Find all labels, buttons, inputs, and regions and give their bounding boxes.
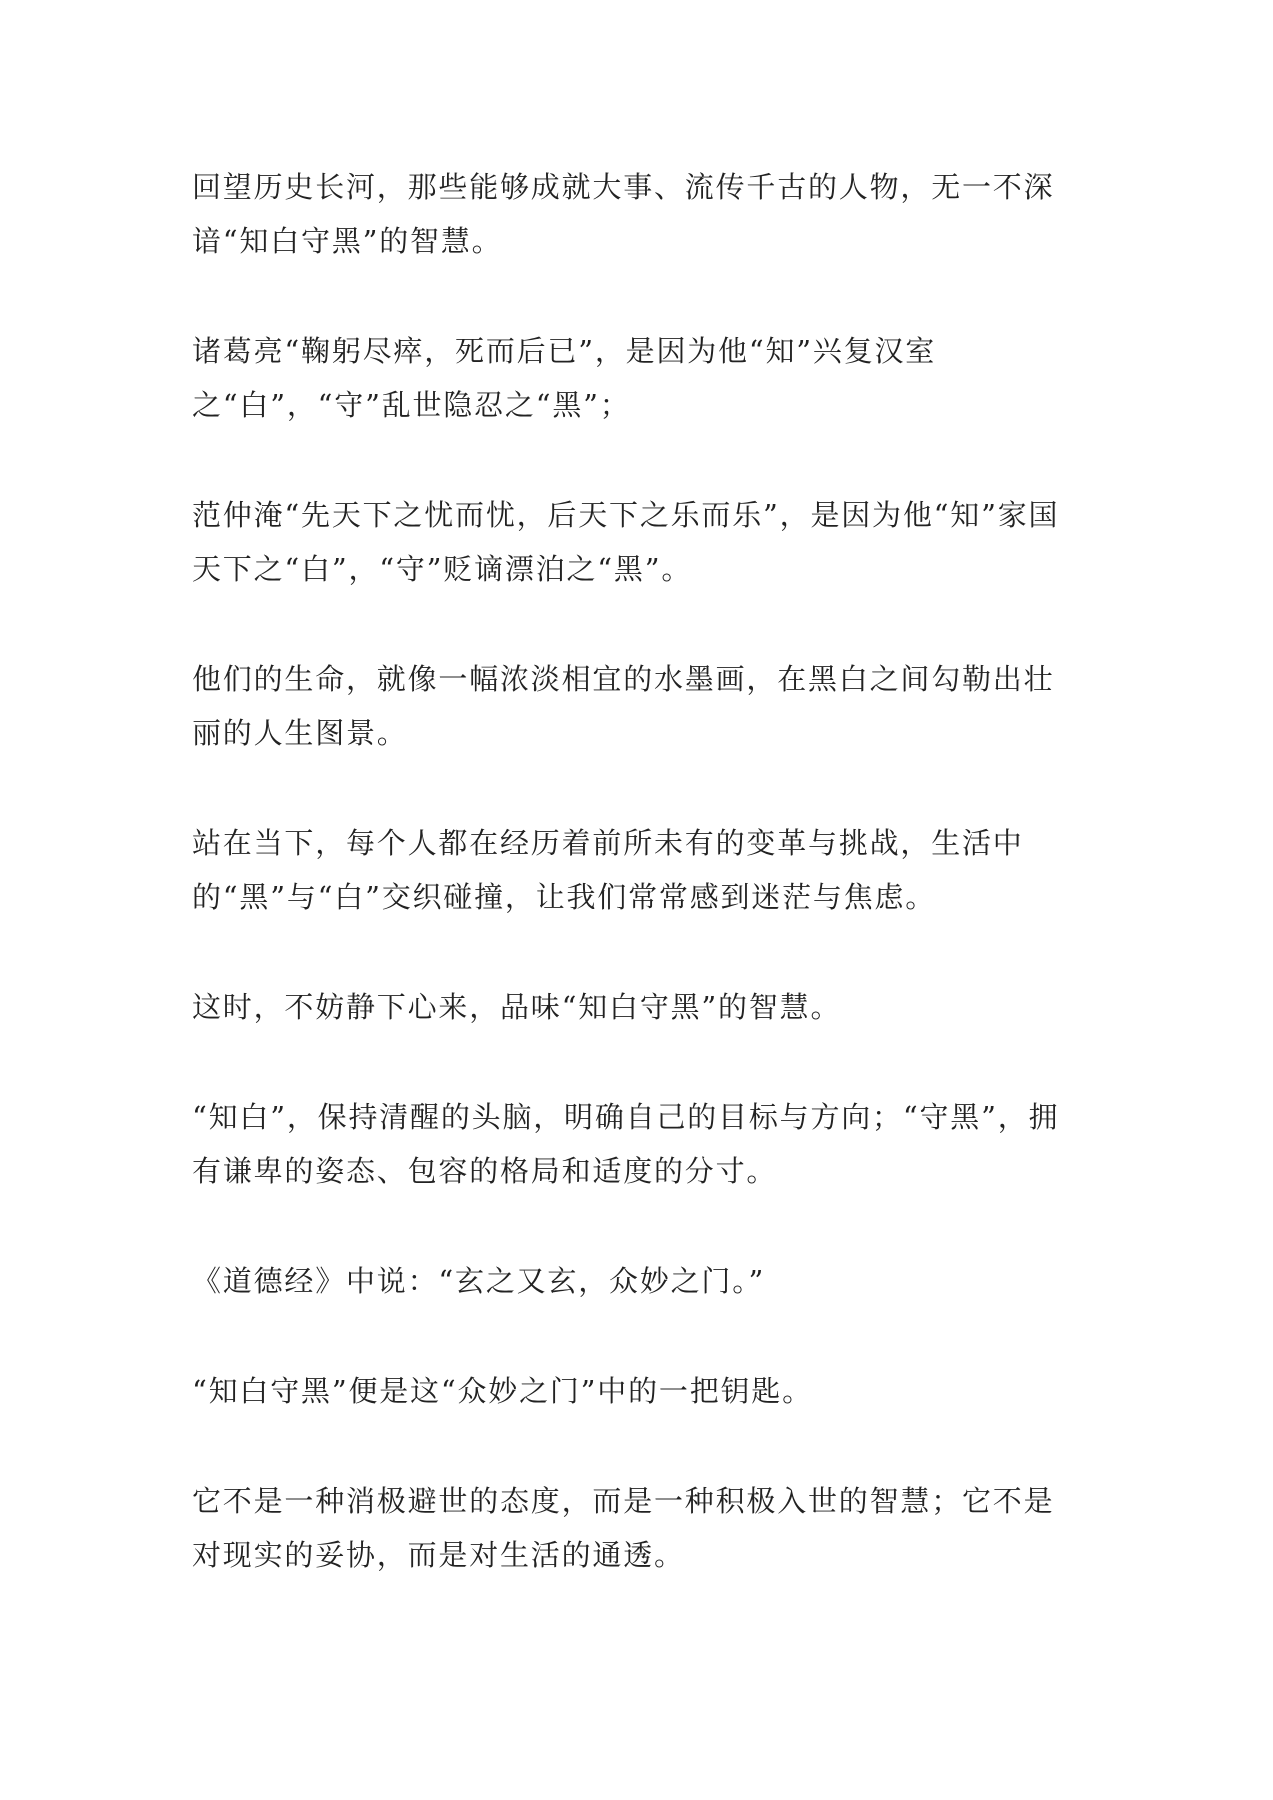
paragraph: “知白守黑”便是这“众妙之门”中的一把钥匙。 — [192, 1374, 813, 1408]
paragraph: 回望历史长河，那些能够成就大事、流传千古的人物，无一不深谙“知白守黑”的智慧。 — [192, 170, 1055, 258]
paragraph: 他们的生命，就像一幅浓淡相宜的水墨画，在黑白之间勾勒出壮丽的人生图景。 — [192, 662, 1055, 750]
paragraph: 它不是一种消极避世的态度，而是一种积极入世的智慧；它不是对现实的妥协，而是对生活的通透。 — [192, 1484, 1055, 1572]
paragraph: “知白”，保持清醒的头脑，明确自己的目标与方向；“守黑”，拥有谦卑的姿态、包容的格局和适度的分寸。 — [192, 1100, 1060, 1188]
paragraph: 这时，不妨静下心来，品味“知白守黑”的智慧。 — [192, 990, 842, 1024]
document-body — [192, 160, 1082, 1638]
paragraph: 范仲淹“先天下之忧而忧，后天下之乐而乐”，是因为他“知”家国天下之“白”，“守”贬谪漂泊之“黑”。 — [192, 498, 1060, 586]
paragraph: 《道德经》中说：“玄之又玄，众妙之门。” — [192, 1264, 766, 1298]
paragraph: 诸葛亮“鞠躬尽瘁，死而后已”，是因为他“知”兴复汉室之“白”，“守”乱世隐忍之“黑”； — [192, 334, 937, 422]
paragraph: 站在当下，每个人都在经历着前所未有的变革与挑战，生活中的“黑”与“白”交织碰撞，让我们常常感到迷茫与焦虑。 — [192, 826, 1024, 914]
